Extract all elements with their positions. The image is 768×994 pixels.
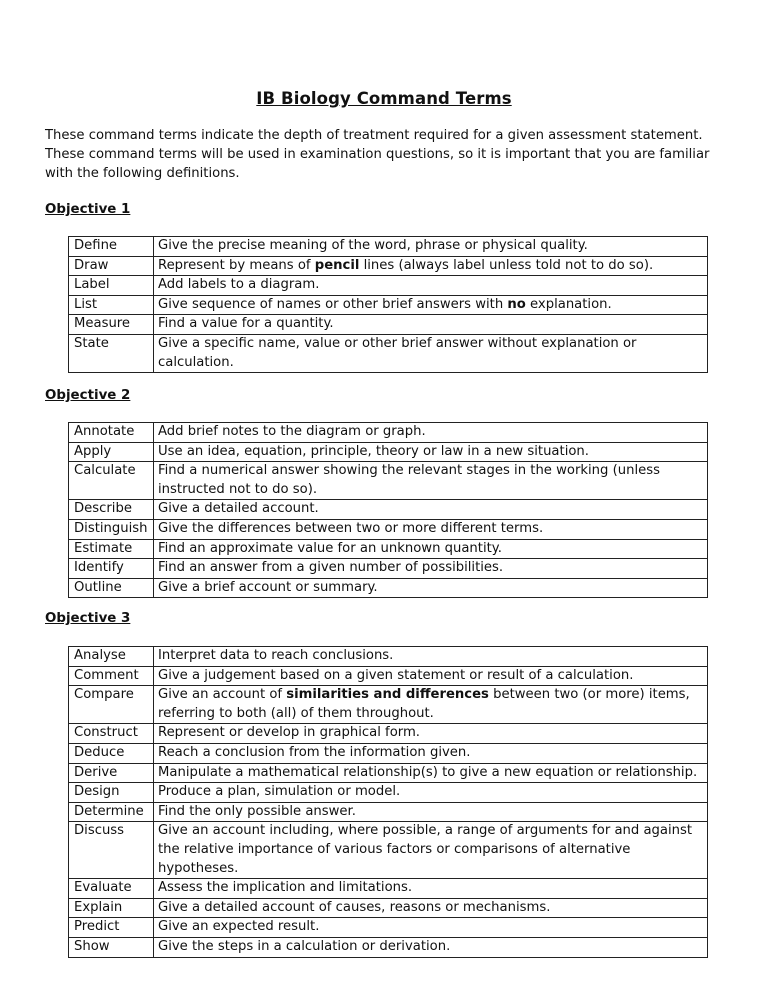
- emphasized-text: pencil: [314, 257, 360, 273]
- definition-text: Find a numerical answer showing the relevant stages in the working (unless instructed not to do so).: [158, 463, 660, 497]
- definition-text: Give an account including, where possible, a range of arguments for and against the relative importance of various factors or comparisons of alternative hypotheses.: [158, 823, 693, 876]
- term-definition: [154, 647, 708, 667]
- command-term: Annotate: [69, 423, 154, 443]
- definition-text: Produce a plan, simulation or model.: [158, 784, 401, 800]
- objective-3-table: [68, 646, 708, 958]
- command-term: Analyse: [69, 647, 154, 667]
- definition-text: Give a specific name, value or other brief answer without explanation or calculation.: [158, 335, 637, 370]
- term-definition: [154, 763, 708, 783]
- definition-text: Give an account of: [158, 687, 287, 703]
- table-row: [69, 822, 708, 879]
- table-row: [69, 783, 708, 803]
- definition-text: Give a detailed account of causes, reasons or mechanisms.: [158, 899, 551, 915]
- command-term: Describe: [69, 500, 154, 520]
- table-row: [69, 256, 708, 276]
- table-row: [69, 442, 708, 462]
- definition-text: Reach a conclusion from the information given.: [158, 744, 471, 760]
- emphasized-text: similarities and differences: [286, 687, 489, 703]
- definition-text: Assess the implication and limitations.: [158, 880, 413, 896]
- command-term: Discuss: [69, 822, 154, 879]
- term-definition: [154, 578, 708, 598]
- intro-paragraph: These command terms indicate the depth of treatment required for a given assessment statement. These command terms will be used in examination questions, so it is important that you are familiar with the following definitions.: [45, 128, 710, 181]
- term-definition: [154, 937, 708, 957]
- command-term: Comment: [69, 666, 154, 686]
- table-row: [69, 500, 708, 520]
- term-definition: [154, 423, 708, 443]
- definition-text: Give a judgement based on a given statement or result of a calculation.: [158, 667, 634, 683]
- definition-text: Give the steps in a calculation or derivation.: [158, 938, 451, 954]
- command-term: Explain: [69, 898, 154, 918]
- table-row: [69, 763, 708, 783]
- definition-text: explanation.: [525, 296, 612, 312]
- command-term: Outline: [69, 578, 154, 598]
- definition-text: Represent by means of: [158, 257, 315, 273]
- term-definition: [154, 724, 708, 744]
- emphasized-text: no: [507, 296, 526, 312]
- term-definition: [154, 500, 708, 520]
- command-term: Apply: [69, 442, 154, 462]
- term-definition: [154, 295, 708, 315]
- term-definition: [154, 237, 708, 257]
- command-term: Derive: [69, 763, 154, 783]
- command-term: Construct: [69, 724, 154, 744]
- definition-text: Represent or develop in graphical form.: [158, 725, 420, 741]
- definition-text: Add labels to a diagram.: [158, 277, 320, 293]
- definition-text: Add brief notes to the diagram or graph.: [158, 424, 426, 439]
- table-row: [69, 295, 708, 315]
- definition-text: lines (always label unless told not to do so).: [359, 257, 654, 273]
- term-definition: [154, 802, 708, 822]
- table-row: [69, 539, 708, 559]
- definition-text: Give the differences between two or more different terms.: [158, 520, 544, 536]
- objective-2-heading: Objective 2: [45, 388, 131, 403]
- table-row: [69, 666, 708, 686]
- term-definition: [154, 462, 708, 500]
- table-row: [69, 423, 708, 443]
- table-row: [69, 879, 708, 899]
- command-term: Evaluate: [69, 879, 154, 899]
- table-row: [69, 802, 708, 822]
- definition-text: Find an approximate value for an unknown quantity.: [158, 540, 502, 556]
- definition-text: Manipulate a mathematical relationship(s) to give a new equation or relationship.: [158, 764, 698, 780]
- definition-text: Give sequence of names or other brief answers with: [158, 296, 508, 312]
- command-term: Draw: [69, 256, 154, 276]
- command-term: Label: [69, 276, 154, 296]
- table-row: [69, 559, 708, 579]
- term-definition: [154, 334, 708, 372]
- term-definition: [154, 879, 708, 899]
- command-term: Determine: [69, 802, 154, 822]
- term-definition: [154, 315, 708, 335]
- term-definition: [154, 559, 708, 579]
- term-definition: [154, 519, 708, 539]
- command-term: Define: [69, 237, 154, 257]
- definition-text: Find a value for a quantity.: [158, 316, 334, 332]
- command-term: Design: [69, 783, 154, 803]
- command-term: Deduce: [69, 743, 154, 763]
- table-row: [69, 578, 708, 598]
- definition-text: Give the precise meaning of the word, phrase or physical quality.: [158, 238, 588, 253]
- table-row: [69, 519, 708, 539]
- definition-text: Interpret data to reach conclusions.: [158, 648, 394, 663]
- term-definition: [154, 686, 708, 724]
- table-row: [69, 743, 708, 763]
- term-definition: [154, 442, 708, 462]
- term-definition: [154, 666, 708, 686]
- definition-text: Find the only possible answer.: [158, 803, 356, 819]
- command-term: Estimate: [69, 539, 154, 559]
- command-term: State: [69, 334, 154, 372]
- definition-text: Find an answer from a given number of possibilities.: [158, 560, 504, 576]
- term-definition: [154, 276, 708, 296]
- table-row: [69, 315, 708, 335]
- definition-text: Give an expected result.: [158, 919, 320, 935]
- definition-text: between two (or more) items, referring to both (all) of them throughout.: [158, 687, 690, 721]
- objective-3-heading: Objective 3: [45, 611, 131, 626]
- table-row: [69, 276, 708, 296]
- table-row: [69, 937, 708, 957]
- term-definition: [154, 822, 708, 879]
- command-term: List: [69, 295, 154, 315]
- table-row: [69, 237, 708, 257]
- command-term: Measure: [69, 315, 154, 335]
- table-row: [69, 647, 708, 667]
- page-title: IB Biology Command Terms: [256, 89, 512, 108]
- command-term: Identify: [69, 559, 154, 579]
- table-row: [69, 334, 708, 372]
- table-row: [69, 462, 708, 500]
- definition-text: Give a detailed account.: [158, 501, 319, 517]
- term-definition: [154, 783, 708, 803]
- command-term: Predict: [69, 918, 154, 938]
- term-definition: [154, 898, 708, 918]
- definition-text: Give a brief account or summary.: [158, 579, 378, 595]
- table-row: [69, 724, 708, 744]
- objective-2-table: [68, 422, 708, 598]
- table-row: [69, 918, 708, 938]
- command-term: Distinguish: [69, 519, 154, 539]
- objective-1-heading: Objective 1: [45, 202, 131, 217]
- table-row: [69, 686, 708, 724]
- table-row: [69, 898, 708, 918]
- command-term: Compare: [69, 686, 154, 724]
- term-definition: [154, 918, 708, 938]
- term-definition: [154, 743, 708, 763]
- command-term: Show: [69, 937, 154, 957]
- command-term: Calculate: [69, 462, 154, 500]
- term-definition: [154, 256, 708, 276]
- definition-text: Use an idea, equation, principle, theory or law in a new situation.: [158, 443, 589, 459]
- term-definition: [154, 539, 708, 559]
- objective-1-table: [68, 236, 708, 373]
